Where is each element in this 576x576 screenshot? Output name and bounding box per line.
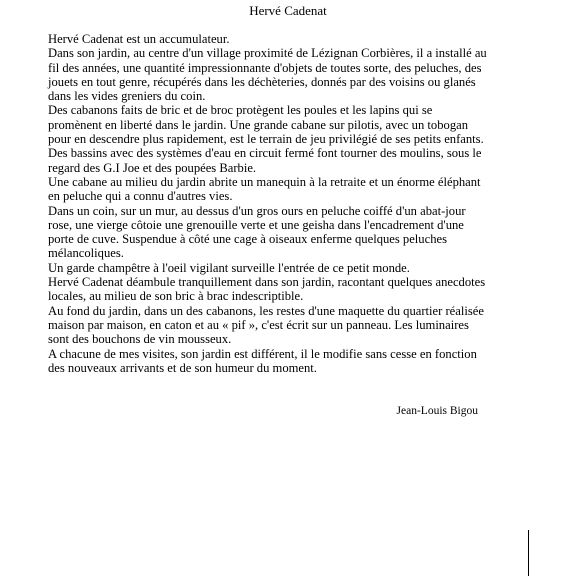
document-title: Hervé Cadenat bbox=[249, 3, 327, 18]
paragraph: Un garde champêtre à l'oeil vigilant surveille l'entrée de ce petit monde. bbox=[48, 260, 410, 275]
paragraph: Des cabanons faits de bric et de broc protègent les poules et les lapins qui se promènent en liberté dans le jardin. Une grande cabane sur pilotis, avec un tobogan pour en descendre plus rapidement, est le terrain de jeu privilégié de ses petits enfants. bbox=[48, 103, 484, 147]
paragraph: Une cabane au milieu du jardin abrite un manequin à la retraite et un énorme éléphant en peluche qui a connu d'autres vies. bbox=[48, 174, 481, 204]
author-signature: Jean-Louis Bigou bbox=[396, 405, 478, 417]
paragraph: Au fond du jardin, dans un des cabanons, les restes d'une maquette du quartier réalisée maison par maison, en caton et au « pif », c'est écrit sur un panneau. Les luminaires sont des bouchons de vin mousseux. bbox=[48, 303, 484, 347]
paragraph: Hervé Cadenat déambule tranquillement dans son jardin, racontant quelques anecdotes locales, au milieu de son bric à brac indescriptible. bbox=[48, 275, 486, 304]
edge-divider-line bbox=[528, 530, 529, 576]
document-body bbox=[48, 32, 488, 375]
paragraph: A chacune de mes visites, son jardin est différent, il le modifie sans cesse en fonction des nouveaux arrivants et de son humeur du moment. bbox=[48, 346, 477, 375]
paragraph: Des bassins avec des systèmes d'eau en circuit fermé font tourner des moulins, sous le regard des G.I Joe et des poupées Barbie. bbox=[48, 146, 482, 175]
paragraph: Dans son jardin, au centre d'un village proximité de Lézignan Corbières, il a installé au fil des années, une quantité impressionnante d'objets de toutes sorte, des peluches, des jouets en tout genre, récupérés dans les déchèteries, donnés par des voisins ou glanés dans les vides greniers du coin. bbox=[48, 46, 487, 104]
paragraph: Dans un coin, sur un mur, au dessus d'un gros ours en peluche coiffé d'un abat-jour rose, une vierge côtoie une grenouille verte et une geisha dans l'encadrement d'une porte de cuve. Suspendue à côté une cage à oiseaux enferme quelques peluches mélancoliques. bbox=[48, 203, 466, 261]
paragraph: Hervé Cadenat est un accumulateur. bbox=[48, 32, 230, 46]
